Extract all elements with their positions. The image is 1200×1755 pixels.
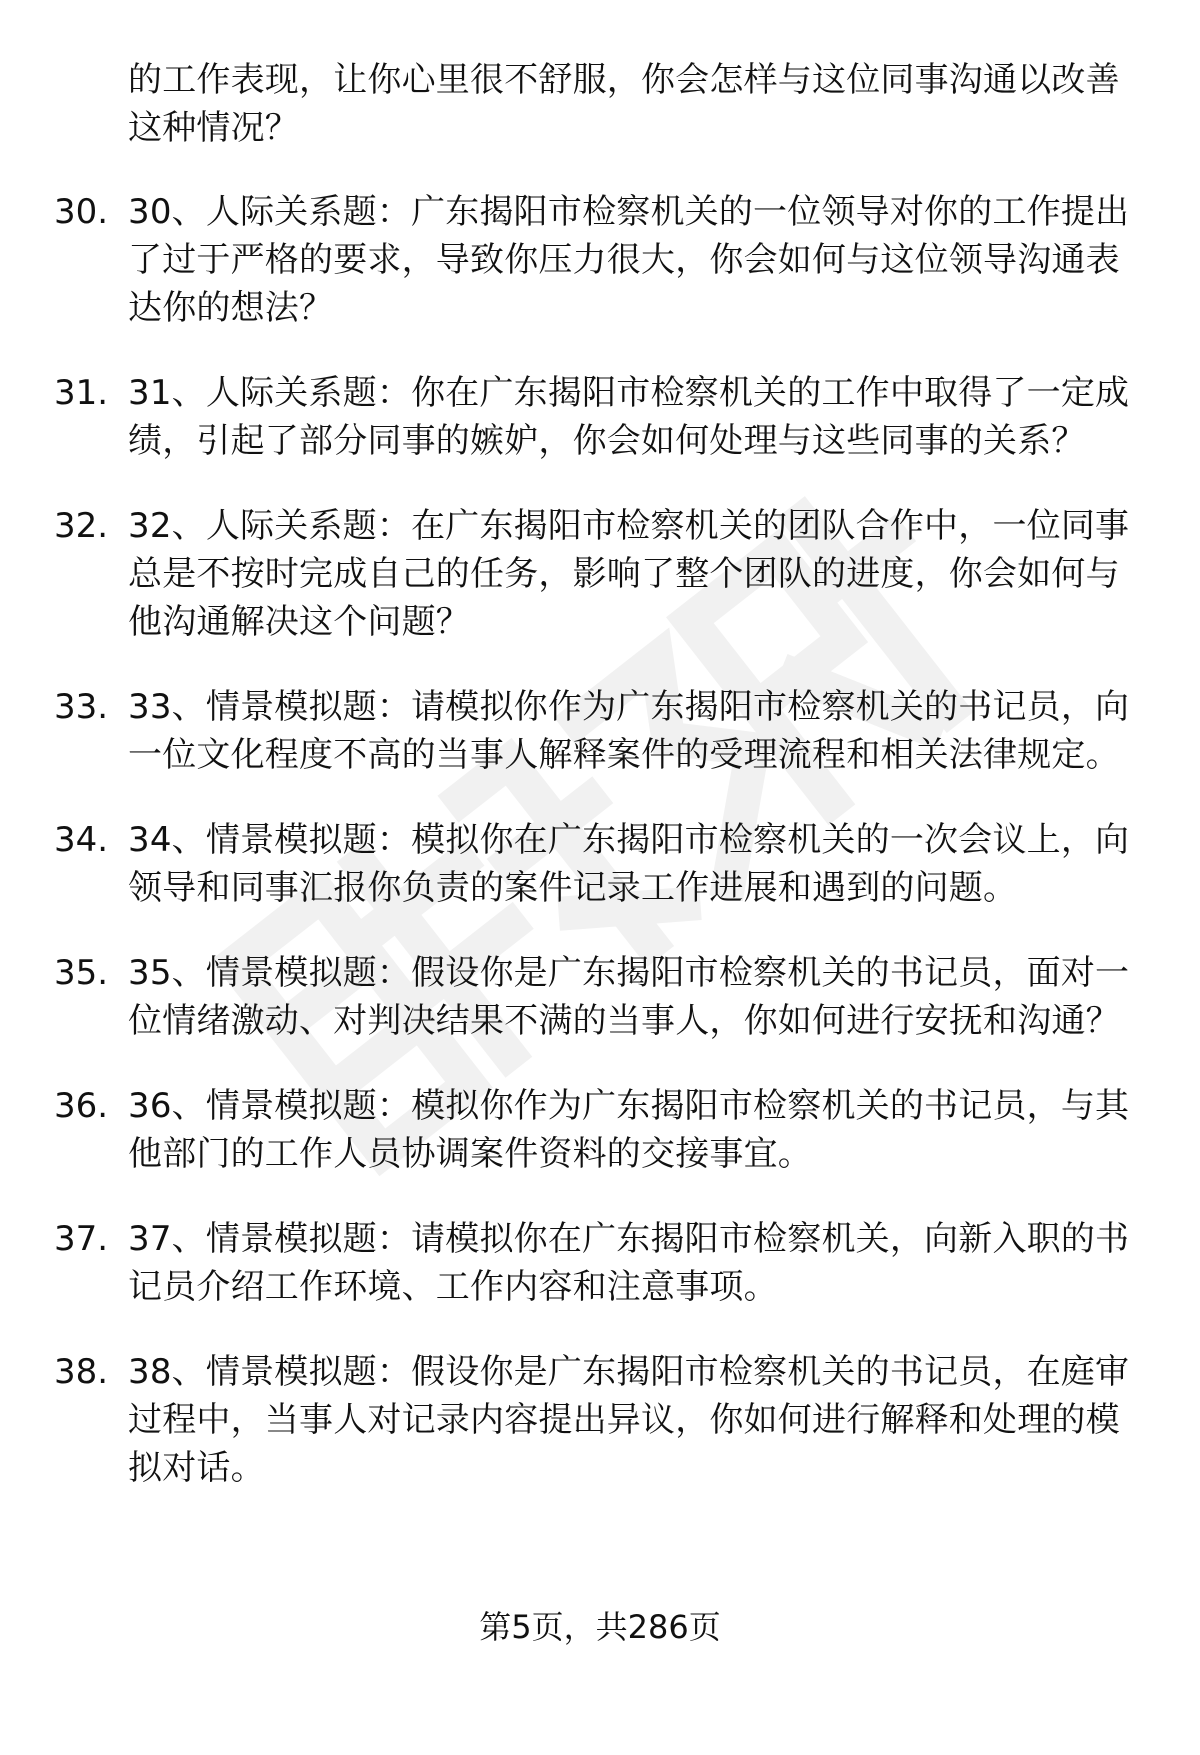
question-number: 38.	[54, 1352, 109, 1392]
list-item	[0, 1348, 1200, 1492]
question-text: 30、人际关系题：广东揭阳市检察机关的一位领导对你的工作提出了过于严格的要求，导致你压力很大，你会如何与这位领导沟通表达你的想法？	[128, 192, 1130, 328]
question-text: 31、人际关系题：你在广东揭阳市检察机关的工作中取得了一定成绩，引起了部分同事的嫉妒，你会如何处理与这些同事的关系？	[128, 373, 1130, 461]
question-text: 33、情景模拟题：请模拟你作为广东揭阳市检察机关的书记员，向一位文化程度不高的当事人解释案件的受理流程和相关法律规定。	[128, 687, 1130, 775]
question-list	[0, 188, 1200, 1529]
question-number: 30.	[54, 192, 109, 232]
question-number: 31.	[54, 373, 109, 413]
question-text: 35、情景模拟题：假设你是广东揭阳市检察机关的书记员，面对一位情绪激动、对判决结果不满的当事人，你如何进行安抚和沟通？	[128, 953, 1130, 1041]
question-number: 36.	[54, 1086, 109, 1126]
question-number: 37.	[54, 1219, 109, 1259]
list-item	[0, 502, 1200, 646]
list-item	[0, 683, 1200, 779]
list-item	[0, 1215, 1200, 1311]
continuation-paragraph: 的工作表现，让你心里很不舒服，你会怎样与这位同事沟通以改善这种情况？	[128, 60, 1120, 148]
question-text: 38、情景模拟题：假设你是广东揭阳市检察机关的书记员，在庭审过程中，当事人对记录内容提出异议，你如何进行解释和处理的模拟对话。	[128, 1352, 1130, 1488]
question-number: 33.	[54, 687, 109, 727]
list-item	[0, 816, 1200, 912]
question-text: 36、情景模拟题：模拟你作为广东揭阳市检察机关的书记员，与其他部门的工作人员协调案件资料的交接事宜。	[128, 1086, 1130, 1174]
list-item	[0, 1082, 1200, 1178]
page-footer: 第5页，共286页	[479, 1608, 721, 1646]
list-item	[0, 369, 1200, 465]
question-number: 34.	[54, 820, 109, 860]
list-item	[0, 188, 1200, 332]
question-number: 35.	[54, 953, 109, 993]
list-item	[0, 949, 1200, 1045]
question-text: 37、情景模拟题：请模拟你在广东揭阳市检察机关，向新入职的书记员介绍工作环境、工作内容和注意事项。	[128, 1219, 1130, 1307]
question-text: 34、情景模拟题：模拟你在广东揭阳市检察机关的一次会议上，向领导和同事汇报你负责的案件记录工作进展和遇到的问题。	[128, 820, 1130, 908]
question-number: 32.	[54, 506, 109, 546]
question-text: 32、人际关系题：在广东揭阳市检察机关的团队合作中，一位同事总是不按时完成自己的任务，影响了整个团队的进度，你会如何与他沟通解决这个问题？	[128, 506, 1130, 642]
